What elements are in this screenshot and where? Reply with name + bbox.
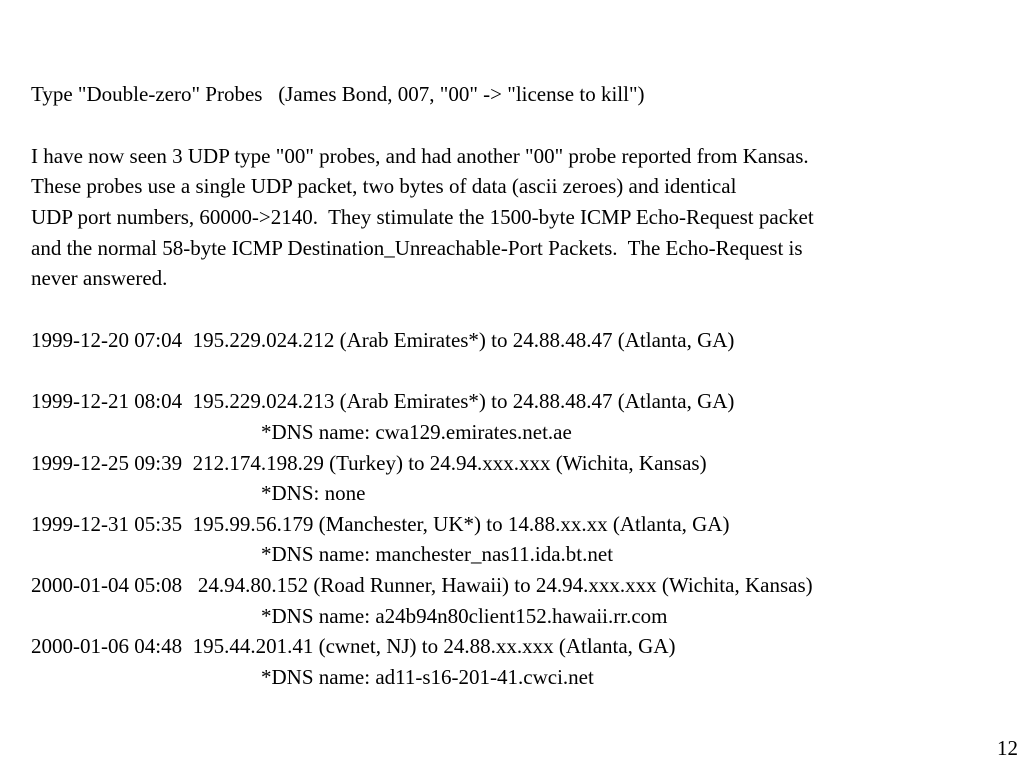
probe-entry: 2000-01-06 04:48 195.44.201.41 (cwnet, NJ) to 24.88.xx.xxx (Atlanta, GA) (31, 634, 676, 658)
page-number: 12 (997, 736, 1018, 760)
paragraph-line: UDP port numbers, 60000->2140. They stimulate the 1500-byte ICMP Echo-Request packet (31, 205, 814, 229)
dns-note: *DNS name: cwa129.emirates.net.ae (261, 420, 572, 444)
dns-note: *DNS name: ad11-s16-201-41.cwci.net (261, 665, 594, 689)
probe-entry: 1999-12-31 05:35 195.99.56.179 (Manchester, UK*) to 14.88.xx.xx (Atlanta, GA) (31, 512, 730, 536)
probe-entry: 1999-12-20 07:04 195.229.024.212 (Arab Emirates*) to 24.88.48.47 (Atlanta, GA) (31, 328, 735, 352)
probe-entry: 1999-12-21 08:04 195.229.024.213 (Arab Emirates*) to 24.88.48.47 (Atlanta, GA) (31, 389, 735, 413)
dns-note: *DNS name: a24b94n80client152.hawaii.rr.com (261, 604, 668, 628)
paragraph-line: never answered. (31, 266, 168, 290)
slide-title: Type "Double-zero" Probes (James Bond, 007, "00" -> "license to kill") (31, 82, 645, 106)
dns-note: *DNS: none (261, 481, 366, 505)
paragraph-line: and the normal 58-byte ICMP Destination_Unreachable-Port Packets. The Echo-Request is (31, 236, 803, 260)
paragraph-line: These probes use a single UDP packet, two bytes of data (ascii zeroes) and identical (31, 174, 737, 198)
paragraph-line: I have now seen 3 UDP type "00" probes, and had another "00" probe reported from Kansas. (31, 144, 809, 168)
probe-entry: 2000-01-04 05:08 24.94.80.152 (Road Runner, Hawaii) to 24.94.xxx.xxx (Wichita, Kansas) (31, 573, 813, 597)
dns-note: *DNS name: manchester_nas11.ida.bt.net (261, 542, 614, 566)
probe-entry: 1999-12-25 09:39 212.174.198.29 (Turkey) to 24.94.xxx.xxx (Wichita, Kansas) (31, 451, 707, 475)
